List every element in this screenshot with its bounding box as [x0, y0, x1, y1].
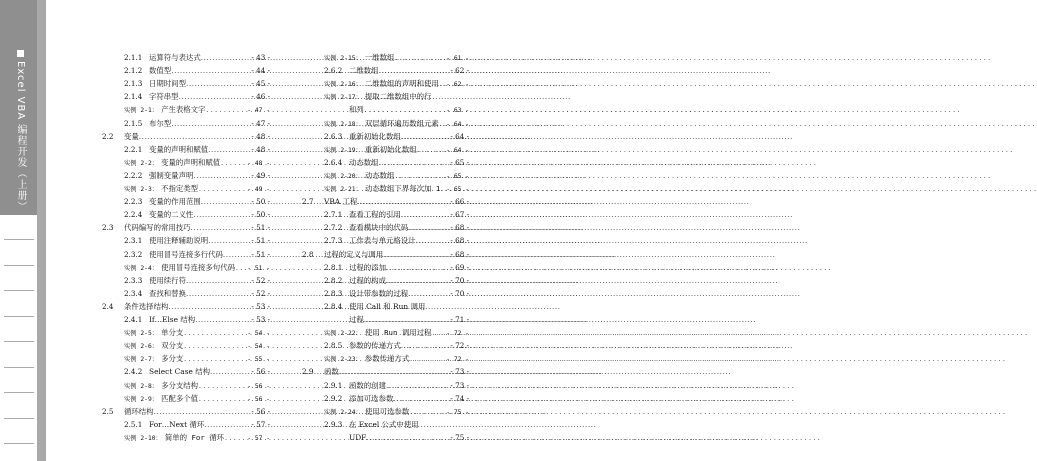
- entry-number: 2.2.2: [124, 170, 143, 180]
- entry-number: 实例 2-15：: [324, 55, 362, 62]
- page-number: - 68 -: [450, 249, 469, 259]
- leader-dots: [183, 327, 247, 340]
- entry-title: 循环结构: [124, 406, 154, 416]
- page-number: - 62 -: [446, 81, 469, 89]
- toc-section-entry: [102, 405, 270, 418]
- entry-title: 重新初始化数组: [349, 131, 401, 141]
- entry-number: 实例 2-10：: [124, 434, 162, 442]
- entry-title: 使用可选参数: [364, 406, 410, 416]
- entry-number: 2.7: [302, 197, 314, 207]
- page-number: - 54 -: [247, 330, 270, 338]
- page-number: - 53 -: [251, 315, 270, 324]
- leader-dots: [394, 52, 446, 65]
- toc-example-entry: [102, 339, 270, 352]
- entry-number: 2.8.4: [324, 301, 343, 311]
- toc-subsection-entry: [302, 234, 469, 247]
- entry-title: 过程: [349, 315, 364, 324]
- entry-number: 2.1.4: [124, 92, 143, 102]
- entry-number: 2.3.3: [124, 275, 143, 285]
- entry-title: 布尔型: [149, 118, 172, 128]
- toc-subsection-entry: [102, 117, 270, 130]
- toc-subsection-entry: [302, 261, 469, 274]
- entry-title: 使用冒号连接多句代码: [161, 262, 235, 272]
- toc-section-entry: [102, 221, 270, 234]
- leader-dots: [386, 261, 450, 274]
- page-number: - 51 -: [251, 236, 270, 246]
- toc-example-entry: [102, 352, 270, 365]
- entry-title: 过程的定义与调用: [324, 249, 384, 259]
- entry-title: 匹配多个值: [161, 393, 199, 403]
- entry-number: 实例 2-9：: [124, 395, 159, 403]
- entry-title: 使用 Run 调用过程: [364, 328, 432, 338]
- toc-example-entry: [302, 103, 469, 116]
- entry-title: Select Case 结构: [149, 367, 210, 377]
- entry-title: 不指定类型: [161, 184, 199, 193]
- page-number: - 43 -: [251, 53, 270, 62]
- toc-subsection-entry: [302, 287, 469, 300]
- page-number: - 70 -: [450, 288, 469, 298]
- toc-subsection-entry: [102, 274, 270, 287]
- book-title: Excel VBA 编程开发（上册）: [15, 61, 26, 213]
- toc-example-entry: [302, 169, 469, 182]
- toc-example-entry: [102, 326, 270, 339]
- entry-title: 查看工程的引用: [349, 210, 401, 220]
- entry-title: 变量: [124, 131, 139, 141]
- entry-number: 2.9.3: [324, 419, 343, 429]
- page-number: - 64 -: [450, 131, 469, 141]
- page-number: - 69 -: [450, 262, 469, 272]
- leader-dots: [205, 104, 247, 117]
- entry-title: UDF: [349, 432, 367, 442]
- entry-title: 字符串型: [149, 92, 179, 102]
- entry-number: 实例 2-21：: [324, 186, 362, 193]
- entry-title: 双分支: [161, 341, 184, 351]
- page-number: - 67 -: [450, 210, 469, 220]
- leader-dots: [417, 144, 447, 157]
- leader-dots: [339, 365, 451, 378]
- entry-title: VBA 工程: [324, 197, 358, 207]
- page-number: - 49 -: [251, 170, 270, 180]
- entry-title: 重新初始化数组: [364, 144, 417, 154]
- entry-title: 和列: [349, 105, 364, 115]
- entry-title: 使用续行符: [149, 275, 186, 285]
- entry-number: 2.8.5: [324, 341, 343, 351]
- page-number: - 65 -: [446, 186, 469, 193]
- toc-example-entry: [102, 392, 270, 405]
- page-number: - 68 -: [450, 223, 469, 233]
- toc-example-entry: [302, 77, 469, 90]
- entry-title: 变量的声明和赋值: [161, 157, 221, 167]
- toc-example-entry: [102, 431, 270, 444]
- entry-number: 2.2.1: [124, 144, 143, 154]
- entry-title: 多分支: [161, 354, 184, 364]
- leader-dots: [208, 234, 251, 247]
- page-number: - 64 -: [446, 146, 469, 154]
- band-rules: [0, 215, 37, 461]
- leader-dots: [186, 77, 251, 90]
- page-number: - 70 -: [450, 275, 469, 285]
- page-number: - 53 -: [251, 301, 270, 311]
- leader-dots: [235, 262, 247, 275]
- entry-number: 2.1.5: [124, 118, 143, 128]
- leader-dots: [439, 78, 446, 91]
- toc-example-entry: [302, 352, 469, 365]
- entry-title: 变量的声明和赋值: [149, 144, 209, 154]
- entry-number: 2.4: [102, 301, 114, 311]
- entry-title: 查看模块中的代码: [349, 223, 409, 233]
- toc-example-entry: [302, 326, 469, 339]
- toc-section-entry: [102, 300, 270, 313]
- leader-dots: [198, 380, 247, 393]
- toc-example-entry: [102, 379, 270, 392]
- toc-subsection-entry: [102, 287, 270, 300]
- page-number: - 50 -: [251, 197, 270, 207]
- page-number: - 45 -: [251, 79, 270, 89]
- entry-title: 双层循环遍历数组元素: [364, 118, 439, 128]
- page-number: - 61 -: [446, 55, 469, 62]
- toc-subsection-entry: [302, 392, 469, 405]
- entry-number: 2.1.3: [124, 79, 143, 89]
- entry-number: 实例 2-16：: [324, 81, 362, 89]
- page-number: - 46 -: [251, 92, 270, 102]
- entry-number: 2.7.1: [324, 210, 343, 220]
- toc-example-entry: [102, 182, 270, 195]
- entry-number: 实例 2-20：: [324, 172, 362, 180]
- leader-dots: [191, 221, 252, 234]
- entry-number: 实例 2-22：: [324, 330, 362, 338]
- toc-example-entry: [302, 182, 469, 195]
- leader-dots: [179, 90, 252, 103]
- entry-title: 函数的创建: [349, 380, 386, 390]
- entry-title: 二维数组的声明和使用: [364, 79, 439, 89]
- toc-example-entry: [102, 261, 270, 274]
- entry-number: 实例 2-8：: [124, 382, 159, 390]
- toc-subsection-entry: [102, 208, 270, 221]
- entry-number: 2.6.2: [324, 66, 343, 76]
- leader-dots: [139, 130, 252, 143]
- leader-dots: [201, 51, 252, 64]
- entry-title: 日期时间型: [149, 79, 186, 89]
- leader-dots: [183, 353, 247, 366]
- entry-title: 变量的作用范围: [149, 197, 201, 207]
- leader-dots: [210, 365, 251, 378]
- entry-number: 实例 2-19：: [324, 146, 362, 154]
- toc-example-entry: [302, 143, 469, 156]
- toc-subsection-entry: [302, 431, 469, 444]
- toc-subsection-entry: [102, 51, 270, 64]
- toc-subsection-entry: [302, 313, 469, 326]
- page-number: - 54 -: [247, 343, 270, 351]
- entry-number: 2.2.4: [124, 210, 143, 220]
- entry-title: 动态数组: [364, 170, 395, 180]
- page-number: - 56 -: [251, 406, 270, 416]
- page-number: - 65 -: [446, 172, 469, 180]
- toc-section-entry: [302, 195, 469, 208]
- toc-subsection-entry: [302, 274, 469, 287]
- page-number: - 56 -: [247, 382, 270, 390]
- leader-dots: [193, 208, 251, 221]
- entry-number: 2.5.1: [124, 419, 143, 429]
- toc-subsection-entry: [302, 130, 469, 143]
- toc-section-entry: [302, 248, 469, 261]
- entry-title: 强制变量声明: [149, 170, 194, 180]
- page-number: - 63 -: [446, 107, 469, 115]
- entry-number: 2.3.2: [124, 249, 143, 259]
- toc-section-entry: [302, 365, 469, 378]
- leader-dots: [171, 117, 251, 130]
- leader-dots: [223, 248, 252, 261]
- page-number: - 68 -: [450, 236, 469, 246]
- entry-title: 运算符与表达式: [149, 53, 201, 62]
- entry-number: 2.4.1: [124, 315, 143, 324]
- entry-number: 2.6.3: [324, 131, 343, 141]
- page-number: - 72 -: [450, 341, 469, 351]
- leader-dots: [364, 104, 446, 117]
- entry-title: If…Else 结构: [149, 315, 196, 324]
- page-number: - 72 -: [446, 330, 469, 338]
- leader-dots: [409, 406, 446, 419]
- entry-number: 2.6.4: [324, 157, 343, 167]
- entry-title: 过程的构成: [349, 275, 386, 285]
- entry-number: 2.9: [302, 367, 314, 377]
- leader-dots: [393, 392, 450, 405]
- toc-subsection-entry: [102, 195, 270, 208]
- page-number: - 55 -: [247, 356, 270, 364]
- page-number: - 71 -: [450, 315, 469, 324]
- page-number: - 57 -: [247, 434, 270, 442]
- book-title-tab: [0, 0, 37, 215]
- entry-title: For…Next 循环: [149, 419, 205, 429]
- entry-number: 2.1.1: [124, 53, 143, 62]
- page-number: - 75 -: [450, 432, 469, 442]
- page-number: - 73 -: [450, 367, 469, 377]
- leader-dots: [401, 208, 451, 221]
- page-number: - 52 -: [251, 288, 270, 298]
- entry-number: 2.8.2: [324, 275, 343, 285]
- toc-subsection-entry: [102, 248, 270, 261]
- entry-title: 工作表与单元格设计: [349, 236, 416, 246]
- page-number: - 57 -: [251, 419, 270, 429]
- entry-number: 2.5: [102, 406, 114, 416]
- entry-number: 2.7.3: [324, 236, 343, 246]
- entry-number: 2.1.2: [124, 66, 143, 76]
- entry-number: 实例 2-18：: [324, 120, 362, 128]
- entry-title: 条件选择结构: [124, 301, 169, 311]
- page-number: - 62 -: [450, 66, 469, 76]
- entry-title: 代码编写的常用技巧: [124, 223, 191, 233]
- entry-title: 设计带参数的过程: [349, 288, 409, 298]
- leader-dots: [186, 287, 251, 300]
- leader-dots: [439, 118, 446, 131]
- entry-number: 2.2: [102, 131, 114, 141]
- leader-dots: [431, 327, 446, 340]
- entry-number: 2.3.1: [124, 236, 143, 246]
- leader-dots: [183, 340, 247, 353]
- leader-dots: [409, 353, 446, 366]
- leader-dots: [198, 183, 247, 196]
- entry-number: 2.7.2: [324, 223, 343, 233]
- toc-subsection-entry: [102, 77, 270, 90]
- entry-title: 过程的添加: [349, 262, 386, 272]
- entry-number: 实例 2-1：: [124, 107, 159, 115]
- leader-dots: [394, 170, 446, 183]
- entry-title: 查找和替换: [149, 288, 186, 298]
- leader-dots: [386, 379, 450, 392]
- toc-subsection-entry: [302, 418, 469, 431]
- toc-subsection-entry: [302, 300, 469, 313]
- toc-section-entry: [102, 130, 270, 143]
- leader-dots: [357, 195, 450, 208]
- toc-subsection-entry: [102, 365, 270, 378]
- toc-example-entry: [302, 117, 469, 130]
- entry-number: 实例 2-6：: [124, 343, 159, 351]
- entry-title: 使用冒号连接多行代码: [149, 249, 223, 259]
- toc-subsection-entry: [102, 234, 270, 247]
- leader-dots: [408, 221, 450, 234]
- entry-number: 2.9.1: [324, 380, 343, 390]
- leader-dots: [201, 195, 252, 208]
- page-number: - 52 -: [251, 275, 270, 285]
- entry-title: 动态数组下界每次加 1: [364, 184, 441, 193]
- leader-dots: [379, 64, 451, 77]
- entry-title: 产生表格文字: [161, 105, 206, 115]
- entry-number: 实例 2-4：: [124, 264, 159, 272]
- entry-title: 使用注释辅助说明: [149, 236, 209, 246]
- leader-dots: [168, 300, 251, 313]
- page-number: - 51 -: [247, 264, 270, 272]
- page-number: - 47 -: [251, 118, 270, 128]
- leader-dots: [401, 339, 451, 352]
- entry-title: 单分支: [161, 328, 184, 338]
- leader-dots: [401, 130, 451, 143]
- entry-title: 二维数组: [349, 66, 379, 76]
- entry-number: 2.2.3: [124, 197, 143, 207]
- toc-subsection-entry: [102, 418, 270, 431]
- entry-number: 2.4.2: [124, 367, 143, 377]
- page-number: - 66 -: [450, 197, 469, 207]
- page-number: - 48 -: [251, 144, 270, 154]
- page-number: - 56 -: [247, 395, 270, 403]
- entry-title: 动态数组: [349, 157, 379, 167]
- entry-title: 变量的二义性: [149, 210, 194, 220]
- toc-subsection-entry: [302, 156, 469, 169]
- page-number: - 75 -: [446, 408, 469, 416]
- entry-number: 实例 2-5：: [124, 330, 159, 338]
- square-bullet-icon: [17, 50, 24, 57]
- leader-dots: [383, 248, 450, 261]
- page-number: - 49 -: [247, 186, 270, 193]
- entry-title: 多分支结构: [161, 380, 199, 390]
- page-number: - 72 -: [446, 356, 469, 364]
- page-number: - 74 -: [450, 393, 469, 403]
- page-number: - 50 -: [251, 210, 270, 220]
- entry-number: 2.8: [302, 249, 314, 259]
- leader-dots: [379, 156, 451, 169]
- toc-subsection-entry: [302, 339, 469, 352]
- page-number: - 73 -: [450, 380, 469, 390]
- entry-title: 参数的传递方式: [349, 341, 401, 351]
- entry-title: 提取二维数组中的行: [364, 92, 432, 102]
- entry-title: 简单的 For 循环: [164, 432, 225, 442]
- toc-subsection-entry: [302, 208, 469, 221]
- entry-number: 实例 2-23：: [324, 356, 362, 364]
- toc-example-entry: [102, 156, 270, 169]
- page-number: - 51 -: [251, 223, 270, 233]
- toc-subsection-entry: [102, 143, 270, 156]
- toc-example-entry: [102, 103, 270, 116]
- leader-dots: [195, 313, 251, 326]
- page-number: - 51 -: [251, 249, 270, 259]
- page-number: - 65 -: [450, 157, 469, 167]
- toc-subsection-entry: [302, 64, 469, 77]
- toc-subsection-entry: [102, 64, 270, 77]
- entry-number: 实例 2-2：: [124, 159, 159, 167]
- entry-title: 在 Excel 公式中使用: [349, 419, 419, 429]
- leader-dots: [193, 169, 251, 182]
- entry-title: 一维数组: [364, 53, 395, 62]
- page-number: - 44 -: [251, 66, 270, 76]
- toc-example-entry: [302, 405, 469, 418]
- entry-title: 添加可选参数: [349, 393, 394, 403]
- entry-title: 使用 Call 和 Run 调用: [349, 301, 426, 311]
- page-number: - 48 -: [247, 159, 270, 167]
- toc-subsection-entry: [102, 313, 270, 326]
- entry-title: 参数传递方式: [364, 354, 410, 364]
- leader-dots: [408, 287, 450, 300]
- entry-number: 实例 2-7：: [124, 356, 159, 364]
- leader-dots: [186, 274, 251, 287]
- page-number: - 64 -: [446, 120, 469, 128]
- leader-dots: [208, 143, 251, 156]
- toc-subsection-entry: [302, 221, 469, 234]
- toc-example-entry: [302, 90, 469, 103]
- entry-number: 2.9.2: [324, 393, 343, 403]
- band-stripe: [37, 0, 46, 461]
- entry-title: 数值型: [149, 66, 172, 76]
- toc-example-entry: [302, 51, 469, 64]
- leader-dots: [416, 234, 451, 247]
- toc-subsection-entry: [302, 379, 469, 392]
- page-number: - 48 -: [251, 131, 270, 141]
- entry-number: 2.3: [102, 223, 114, 233]
- entry-number: 实例 2-24：: [324, 408, 362, 416]
- leader-dots: [204, 418, 251, 431]
- entry-number: 2.8.1: [324, 262, 343, 272]
- leader-dots: [220, 157, 247, 170]
- page-number: - 47 -: [247, 107, 270, 115]
- leader-dots: [386, 274, 450, 287]
- page-number: - 56 -: [251, 367, 270, 377]
- leader-dots: [171, 64, 251, 77]
- entry-number: 2.3.4: [124, 288, 143, 298]
- entry-number: 2.8.3: [324, 288, 343, 298]
- leader-dots: [198, 393, 247, 406]
- side-band: [0, 0, 46, 461]
- toc-subsection-entry: [102, 90, 270, 103]
- leader-dots: [366, 431, 450, 444]
- entry-title: 函数: [324, 367, 339, 377]
- leader-dots: [364, 313, 451, 326]
- leader-dots: [224, 432, 247, 445]
- leader-dots: [154, 405, 252, 418]
- toc-subsection-entry: [102, 169, 270, 182]
- entry-number: 实例 2-3：: [124, 186, 159, 193]
- entry-number: 实例 2-17：: [324, 94, 362, 102]
